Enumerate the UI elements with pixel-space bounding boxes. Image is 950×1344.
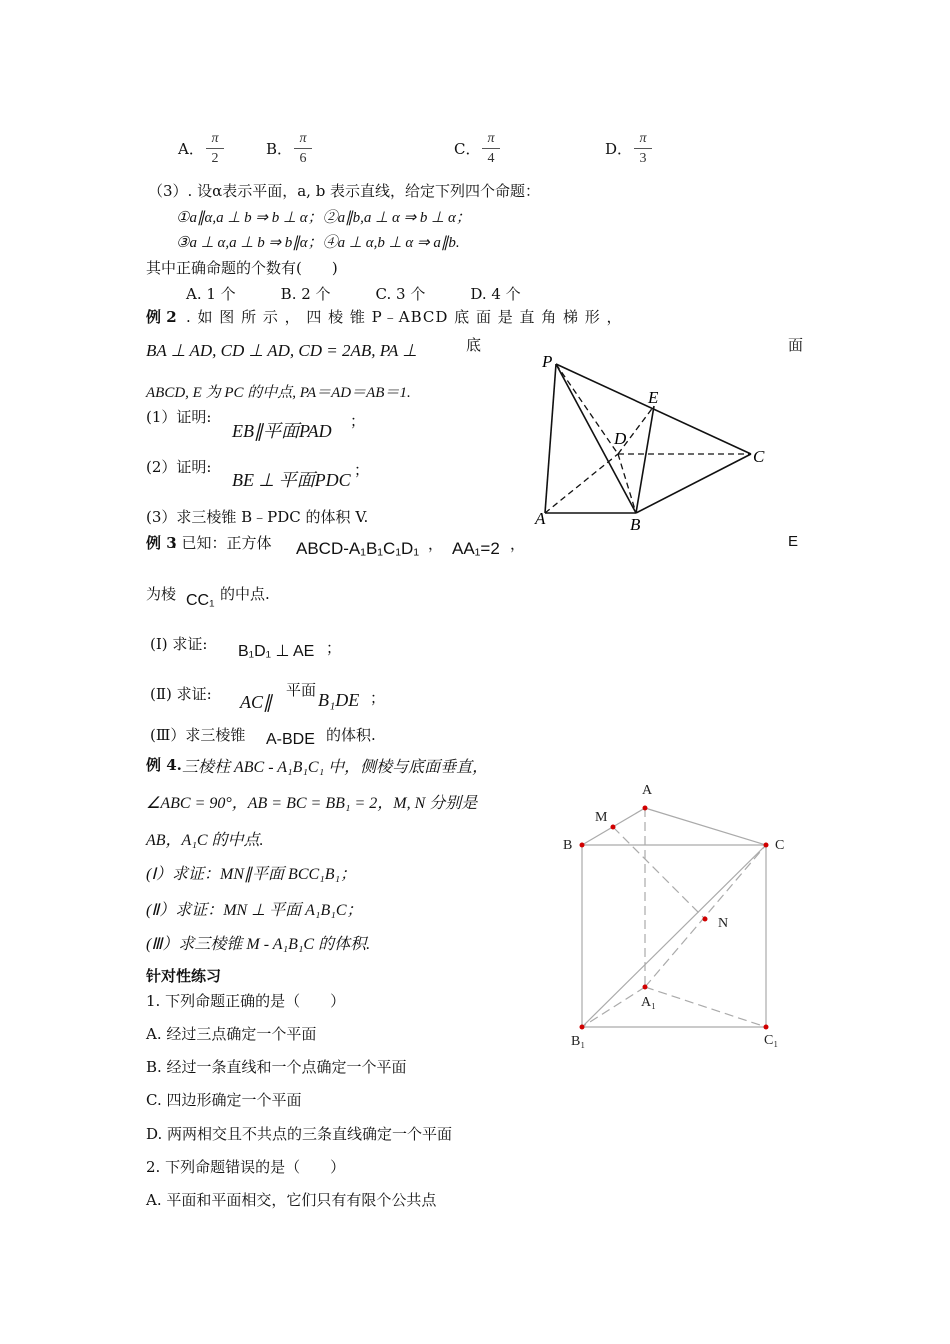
ex3-line2-post: 的中点. <box>220 585 270 603</box>
ex2-title: 例 2 <box>146 308 177 326</box>
ex2-di: 底 <box>466 336 482 354</box>
ex4-part2: (Ⅱ）求证：MN ⊥ 平面 A₁B₁C； <box>146 902 363 919</box>
fig2-label-m: M <box>595 810 608 825</box>
practice-title: 针对性练习 <box>146 967 222 985</box>
ex4-line2: ∠ABC = 90°，AB = BC = BB₁ = 2，M, N 分别是 <box>146 795 478 812</box>
option-d-fraction: $\frac{\pi}{3}$ <box>634 130 652 169</box>
ex4-part1: (Ⅰ）求证：MN∥平面 BCC₁B₁； <box>146 866 357 883</box>
fig2-label-a1: A₁ <box>641 995 656 1010</box>
option-b-label: B． <box>266 140 293 158</box>
ex3-line1: . 已知：正方体 <box>172 534 272 552</box>
ex3-title: 例 3 <box>146 534 177 552</box>
pyramid-figure <box>530 350 775 535</box>
ex4-title: 例 4. <box>146 756 182 774</box>
ex2-part1-math: EB∥平面PAD <box>232 421 332 441</box>
option-c-fraction: $\frac{\pi}{4}$ <box>482 130 500 169</box>
ex3-part2-label: (Ⅱ) 求证: <box>150 685 212 703</box>
fig1-label-a: A <box>535 509 546 528</box>
practice-q2: 2. 下列命题错误的是（ ） <box>146 1158 346 1176</box>
fig2-label-n: N <box>718 916 729 931</box>
q3-question: 其中正确命题的个数有( ) <box>146 259 338 277</box>
ex3-line2-pre: 为棱 <box>146 585 177 603</box>
fig2-label-a: A <box>642 783 653 798</box>
fig1-label-b: B <box>630 515 641 534</box>
option-c-label: C． <box>454 140 481 158</box>
practice-q1-option-a: A. 经过三点确定一个平面 <box>146 1025 317 1043</box>
ex3-sep2: ， <box>510 535 526 553</box>
practice-q1: 1. 下列命题正确的是（ ） <box>146 992 346 1010</box>
ex4-line1: 三棱柱 ABC - A₁B₁C₁ 中，侧棱与底面垂直， <box>182 759 489 776</box>
practice-q2-option-a: A. 平面和平面相交，它们只有有限个公共点 <box>146 1191 437 1209</box>
ex3-part1-math: B₁D₁ ⊥ AE <box>238 643 315 660</box>
ex2-line3: ABCD, E 为 PC 的中点, PA＝AD＝AB＝1. <box>146 385 411 401</box>
ex2-part1-end: ； <box>350 412 366 430</box>
ex3-aa: AA₁=2 <box>452 539 500 558</box>
ex3-cube: ABCD-A₁B₁C₁D₁ <box>296 539 420 558</box>
fig2-label-b1: B₁ <box>571 1034 586 1049</box>
ex4-part3: (Ⅲ）求三棱锥 M - A₁B₁C 的体积. <box>146 936 371 953</box>
ex3-part3-post: 的体积. <box>326 726 376 744</box>
fig1-label-d: D <box>614 429 627 448</box>
ex3-part2-ac: AC∥ <box>240 692 273 712</box>
prism-figure <box>555 778 795 1053</box>
ex2-part2-end: ； <box>354 461 370 479</box>
ex3-sep: ， <box>428 535 444 553</box>
ex3-part1-label: (Ⅰ) 求证: <box>150 635 208 653</box>
ex3-cc: CC₁ <box>186 592 215 609</box>
ex3-part3-math: A-BDE <box>266 731 315 748</box>
ex3-e: E <box>788 533 799 550</box>
ex2-mian: 面 <box>788 336 804 354</box>
practice-q1-option-b: B. 经过一条直线和一个点确定一个平面 <box>146 1058 407 1076</box>
q3-choices: A. 1 个 B. 2 个 C. 3 个 D. 4 个 <box>186 285 521 303</box>
fig1-label-e: E <box>648 388 659 407</box>
fig1-label-c: C <box>753 447 765 466</box>
fig1-label-p: P <box>542 352 553 371</box>
ex3-part2-end: ； <box>370 689 386 707</box>
option-d-label: D． <box>605 140 633 158</box>
ex2-conditions: BA ⊥ AD, CD ⊥ AD, CD = 2AB, PA ⊥ <box>146 341 418 360</box>
q3-stem: （3）. 设α表示平面，a, b 表示直线，给定下列四个命题： <box>148 182 541 200</box>
ex2-line1: . 如 图 所 示 ， 四 棱 锥 P﹣ABCD 底 面 是 直 角 梯 形 ， <box>186 308 623 326</box>
q3-proposition-3-4: ③a ⊥ α,a ⊥ b ⇒ b∥α；④a ⊥ α,b ⊥ α ⇒ a∥b. <box>176 235 460 251</box>
ex3-part3-pre: (Ⅲ）求三棱锥 <box>150 726 246 744</box>
ex3-part1-end: ； <box>326 639 342 657</box>
fig2-label-b: B <box>563 838 573 853</box>
ex2-part1-label: (1）证明: <box>146 408 212 426</box>
q3-proposition-1-2: ①a∥α,a ⊥ b ⇒ b ⊥ α；②a∥b,a ⊥ α ⇒ b ⊥ α； <box>176 210 471 226</box>
ex4-line3: AB，A₁C 的中点. <box>146 832 264 849</box>
fig2-label-c1: C₁ <box>764 1033 779 1048</box>
option-a-label: A． <box>178 140 204 158</box>
option-b-fraction: $\frac{\pi}{6}$ <box>294 130 312 169</box>
ex2-part3: (3）求三棱锥 B﹣PDC 的体积 V. <box>146 508 369 526</box>
fig2-label-c: C <box>775 838 785 853</box>
practice-q1-option-c: C. 四边形确定一个平面 <box>146 1091 302 1109</box>
practice-q1-option-d: D. 两两相交且不共点的三条直线确定一个平面 <box>146 1125 453 1143</box>
ex2-part2-math: BE ⊥ 平面PDC <box>232 470 351 490</box>
ex3-part2-plane-name: B₁DE <box>318 690 360 710</box>
ex3-part2-plane: 平面 <box>286 681 317 699</box>
ex2-part2-label: (2）证明: <box>146 458 212 476</box>
option-a-fraction: $\frac{\pi}{2}$ <box>206 130 224 169</box>
